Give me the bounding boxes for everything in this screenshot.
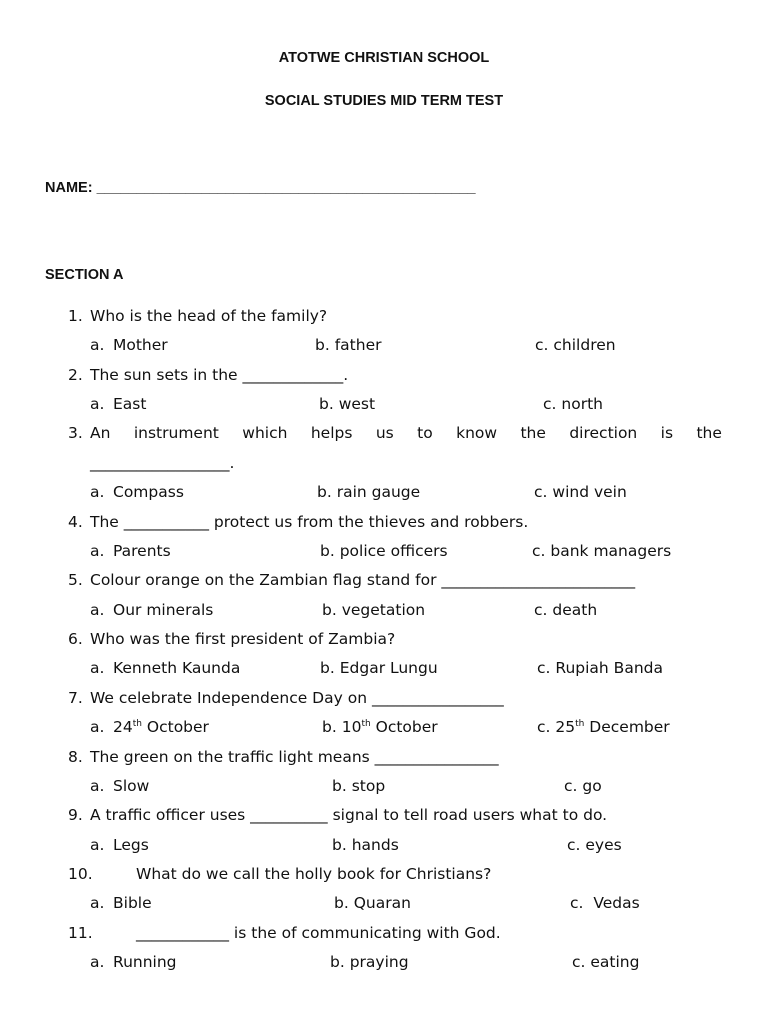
question-2 [68,366,348,384]
question-text: Colour orange on the Zambian flag stand for _________________________ [90,571,636,589]
option-b: b. west [319,395,376,413]
question-11 [68,924,501,942]
question-3-number: 3. [68,424,83,442]
question-10 [68,865,491,883]
question-3-continuation: __________________. [90,454,235,472]
option-a: a. Kenneth Kaunda [90,659,241,677]
question-number: 6. [68,630,83,648]
question-text: Who was the first president of Zambia? [90,630,396,648]
question-text: Who is the head of the family? [90,307,328,325]
option-a: a. Compass [90,483,184,501]
question-3-text: An instrument which helps us to know the direction is the [90,424,722,442]
option-c: c. north [543,395,603,413]
option-a: a. Bible [90,894,152,912]
option-b: b. praying [330,953,409,971]
option-c: c. 25th December [537,718,670,736]
name-blank-line: _______________________________________________ [96,180,476,196]
question-1 [68,307,327,325]
option-c: c. wind vein [534,483,627,501]
question-5 [68,571,635,589]
option-a: a. Mother [90,336,168,354]
question-number: 11. [68,924,93,942]
option-c: c. Vedas [570,894,640,912]
option-b: b. vegetation [322,601,426,619]
option-c: c. go [564,777,602,795]
option-a: a. Our minerals [90,601,214,619]
question-number: 2. [68,366,83,384]
question-text: ____________ is the of communicating with God. [136,924,501,942]
question-number: 9. [68,806,83,824]
option-b: b. police officers [320,542,448,560]
question-text: What do we call the holly book for Christians? [136,865,492,883]
question-6 [68,630,395,648]
question-text: A traffic officer uses __________ signal to tell road users what to do. [90,806,608,824]
question-text: We celebrate Independence Day on _________________ [90,689,504,707]
question-text: The sun sets in the _____________. [90,366,349,384]
option-b: b. father [315,336,382,354]
question-text: The green on the traffic light means ________________ [90,748,499,766]
option-c: c. Rupiah Banda [537,659,663,677]
question-9 [68,806,607,824]
option-a: a. Slow [90,777,150,795]
question-number: 5. [68,571,83,589]
question-number: 1. [68,307,83,325]
option-b: b. Edgar Lungu [320,659,438,677]
question-number: 8. [68,748,83,766]
option-a: a. Parents [90,542,171,560]
option-b: b. stop [332,777,386,795]
name-label: NAME: [45,180,93,196]
option-c: c. eating [572,953,640,971]
option-c: c. children [535,336,616,354]
name-field [45,180,476,196]
question-text: The ___________ protect us from the thieves and robbers. [90,513,529,531]
option-b: b. hands [332,836,399,854]
test-title: SOCIAL STUDIES MID TERM TEST [264,93,504,109]
section-heading: SECTION A [45,267,124,283]
question-number: 7. [68,689,83,707]
option-b: b. Quaran [334,894,411,912]
question-7 [68,689,504,707]
question-number: 10. [68,865,93,883]
option-a: a. 24th October [90,718,209,736]
question-8 [68,748,499,766]
option-a: a. East [90,395,147,413]
question-4 [68,513,528,531]
option-c: c. death [534,601,598,619]
question-number: 4. [68,513,83,531]
option-b: b. 10th October [322,718,438,736]
option-c: c. bank managers [532,542,672,560]
option-b: b. rain gauge [317,483,421,501]
option-c: c. eyes [567,836,622,854]
option-a: a. Running [90,953,177,971]
school-name: ATOTWE CHRISTIAN SCHOOL [278,50,490,66]
option-a: a. Legs [90,836,149,854]
